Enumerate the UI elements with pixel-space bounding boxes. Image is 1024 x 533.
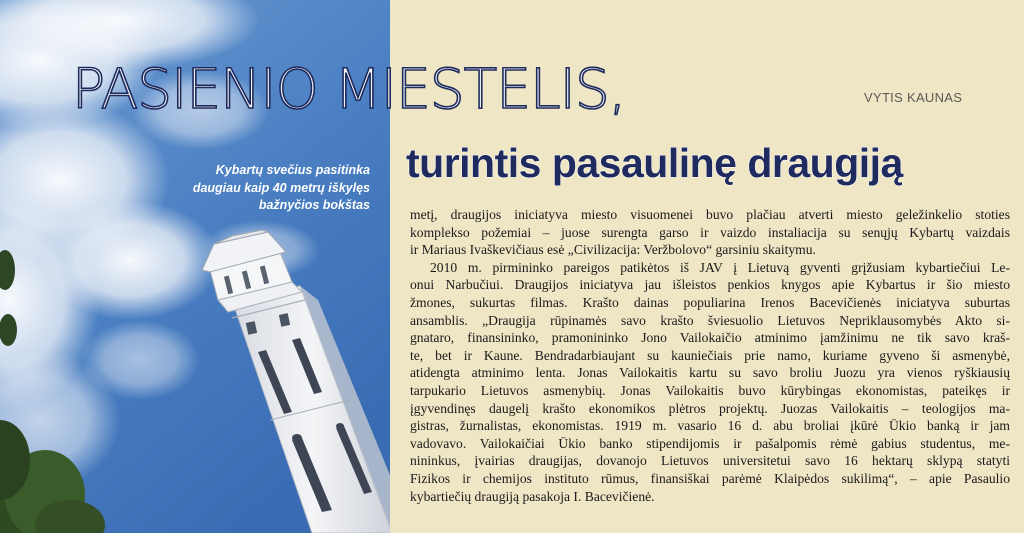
body-line: atidengta atminimo lenta. Jonas Vailokaitis kartu su savo broliu Juozu yra vienos ryškiausių xyxy=(410,365,1010,381)
body-line: vadovavo. Vailokaičiai Ūkio banko stipendijomis ir pašalpomis rėmė gabius studentus, me- xyxy=(410,435,1010,451)
body-line: kybartiečių draugiją pasakoja I. Bacevičienė. xyxy=(410,488,655,504)
body-line: tarpukario Lietuvos asmenybių. Jonas Vailokaitis buvo kūrybingas ekonomistas, pateikęs ir xyxy=(410,382,1010,398)
body-line: nininkus, įvairias draugijas, dovanojo Lietuvos universitetui savo 16 hektarų sklypą statyti xyxy=(410,453,1010,469)
body-line: onui Narbučiui. Draugijos iniciatyva jau išleistos penkios knygos apie Kybartus ir šio miesto xyxy=(410,277,1010,293)
body-line: įgyvendinęs daugelį krašto ekonomikos plėtros projektų. Juozas Vailokaitis – teologijos ma- xyxy=(410,400,1010,416)
body-line: gnataro, finansininko, pramonininko Jono Vailokaičio atminimo įamžinimu ne tik savo kraš- xyxy=(410,330,1010,346)
body-line: gistras, žurnalistas, ekonomistas. 1919 m. vasario 16 d. abu broliai įkūrė Ūkio banką ir jam xyxy=(410,418,1010,434)
body-line: 2010 m. pirmininko pareigos patikėtos iš JAV į Lietuvą gyventi grįžusiam kybartiečiui Le- xyxy=(430,259,1010,275)
body-line: te, bet ir Kaune. Bendradarbiaujant su kauniečiais prie namo, kuriame gyveno ši asmenybė, xyxy=(410,347,1010,363)
caption-line: Kybartų svečius pasitinka xyxy=(215,163,370,177)
body-line: ansamblis. „Draugija rūpinamės savo krašto šviesuolio Lietuvos Nepriklausomybės Akto si- xyxy=(410,312,1010,328)
body-line: ir Mariaus Ivaškevičiaus esė „Civilizacija: Veržbolovo“ garsiniu skaitymu. xyxy=(410,242,816,258)
body-line: komplekso požemiai – juose surengta garso ir vaizdo instaliacija su senųjų Kybartų vaizdais xyxy=(410,224,1010,240)
body-line: metį, draugijos iniciatyva miesto visuomenei buvo plačiau atverti miesto geležinkelio stoties xyxy=(410,207,1010,222)
article-title: PASIENIO MIESTELIS, xyxy=(72,57,626,121)
body-line: Fizikos ir chemijos instituto rūmus, finansiškai parėmė Klaipėdos sukilimą“, – apie Pasaulio xyxy=(410,470,1010,486)
body-line: žmones, sukurtas filmas. Krašto dainas populiarina Irenos Bacevičienės iniciatyva suburtas xyxy=(410,294,1010,310)
author-byline: VYTIS KAUNAS xyxy=(864,90,963,105)
article-body xyxy=(410,206,1010,505)
caption-line: daugiau kaip 40 metrų iškylęs xyxy=(192,180,370,195)
photo-caption xyxy=(170,162,370,215)
article-subtitle: turintis pasaulinę draugiją xyxy=(406,140,903,186)
caption-line: bažnyčios bokštas xyxy=(258,198,370,212)
